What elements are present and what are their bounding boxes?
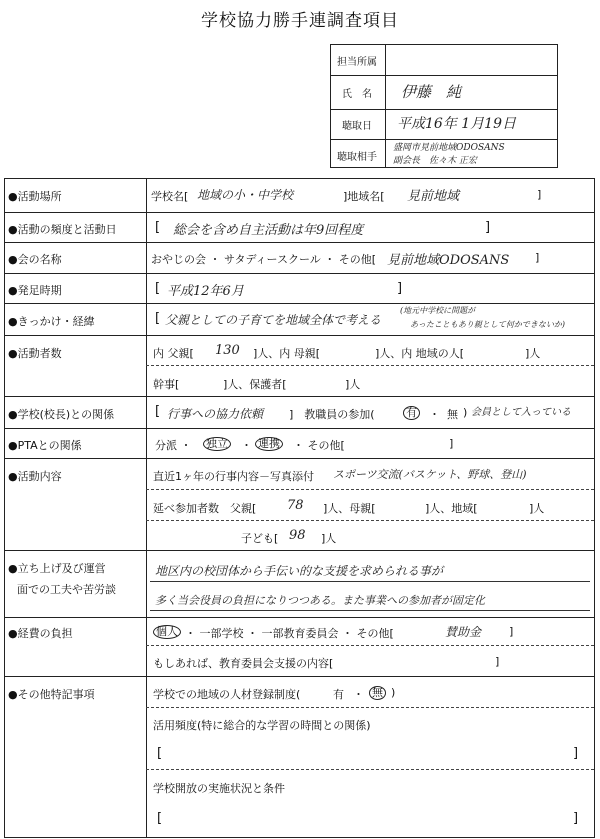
talent-registry-label: 学校での地域の人材登録制度( xyxy=(153,688,301,701)
club-name-value: 見前地域ODOSANS xyxy=(387,253,510,268)
survey-table xyxy=(4,178,595,838)
area-name-prefix: ]地域名[ xyxy=(343,190,385,203)
name-label: 氏 名 xyxy=(342,89,372,100)
usage-frequency-label: 活用頻度(特に総合的な学習の時間との関係) xyxy=(153,719,371,732)
talent-registry-yes: 有 xyxy=(333,688,344,701)
difficulty-text-2: 多く当会役員の負担になりつつある。また事業への参加者が固定化 xyxy=(155,594,485,607)
start-close: ] xyxy=(397,281,403,296)
pta-option-cooperation: 連携 xyxy=(255,437,283,451)
officers-prefix: 幹事[ xyxy=(153,378,180,391)
pta-option-other: ・ その他[ xyxy=(293,439,345,452)
frequency-open: [ xyxy=(155,220,161,235)
interviewee-value-1: 盛岡市見前地域ODOSANS xyxy=(393,143,505,153)
pta-close: ] xyxy=(449,437,454,450)
affiliation-label: 担当所属 xyxy=(337,57,377,68)
interview-info-box xyxy=(330,44,558,168)
participants-mothers-prefix: ]人、母親[ xyxy=(323,502,376,515)
talent-registry-sep: ・ xyxy=(353,688,364,701)
school-opening-label: 学校開放の実施状況と条件 xyxy=(153,782,285,795)
relation-note: 会員として入っている xyxy=(471,407,571,418)
cost-label: ●経費の負担 xyxy=(8,627,73,640)
members-label: ●活動者数 xyxy=(8,347,62,360)
talent-registry-close: ) xyxy=(391,686,396,699)
pta-sep: ・ xyxy=(241,439,252,452)
staff-no: 無 xyxy=(447,408,458,421)
other-label: ●その他特記事項 xyxy=(8,688,95,701)
motive-note-1: (地元中学校に問題が xyxy=(400,306,476,315)
cost-close: ] xyxy=(509,625,514,638)
events-value: スポーツ交流(バスケット、野球、登山) xyxy=(333,468,527,481)
events-label: 直近1ヶ年の行事内容－写真添付 xyxy=(153,470,314,483)
club-name-label: ●会の名称 xyxy=(8,253,62,266)
area-close-bracket: ] xyxy=(537,188,542,201)
interviewee-label: 聴取相手 xyxy=(337,152,377,163)
staff-yes: 有 xyxy=(403,406,420,420)
relation-label: ●学校(校長)との関係 xyxy=(8,408,115,421)
start-open: [ xyxy=(155,281,161,296)
fathers-prefix: 内 父親[ xyxy=(153,347,194,360)
start-value: 平成12年6月 xyxy=(167,284,244,299)
area-name-value: 見前地域 xyxy=(407,189,460,204)
participants-fathers: 78 xyxy=(287,498,304,513)
participants-children: 98 xyxy=(289,528,306,543)
participants-children-suffix: ]人 xyxy=(321,532,337,545)
school-opening-open: [ xyxy=(157,811,163,826)
page-title: 学校協力勝手連調査項目 xyxy=(201,11,399,31)
pta-option-faction: 分派 ・ xyxy=(155,439,192,452)
talent-registry-no: 無 xyxy=(369,686,386,700)
motive-label: ●きっかけ・経緯 xyxy=(8,315,95,328)
participants-children-prefix: 子ども[ xyxy=(241,532,279,545)
frequency-label: ●活動の頻度と活動日 xyxy=(8,223,117,236)
fathers-count: 130 xyxy=(215,343,240,358)
motive-note-2: あったこともあり親として何かできないか) xyxy=(410,320,566,329)
content-label: ●活動内容 xyxy=(8,470,62,483)
motive-open: [ xyxy=(155,311,161,326)
participants-fathers-prefix: 延べ参加者数 父親[ xyxy=(153,502,257,515)
board-support-label: もしあれば、教育委員会支援の内容[ xyxy=(153,657,334,670)
school-name-prefix: 学校名[ xyxy=(151,190,189,203)
relation-value: 行事への協力依頼 xyxy=(167,407,264,421)
usage-close: ] xyxy=(573,746,579,761)
frequency-close: ] xyxy=(485,220,491,235)
name-value: 伊藤 純 xyxy=(401,83,462,101)
pta-option-independent: 独立 xyxy=(203,437,231,451)
club-name-close: ] xyxy=(535,251,540,264)
board-support-close: ] xyxy=(495,655,500,668)
interviewee-value-2: 副会長 佐々木 正宏 xyxy=(393,156,477,166)
difficulty-text-1: 地区内の校団体から手伝い的な支援を求められる事が xyxy=(155,564,444,578)
cost-other-value: 賛助金 xyxy=(445,625,482,639)
cost-option-individual: 個人 xyxy=(153,625,181,639)
school-opening-close: ] xyxy=(573,811,579,826)
locals-suffix: ]人 xyxy=(525,347,541,360)
staff-participation-label: ] 教職員の参加( xyxy=(289,408,375,421)
date-value: 平成16年 1月19日 xyxy=(397,116,516,132)
difficulty-label-2: 面での工夫や苦労談 xyxy=(17,583,116,596)
difficulty-label-1: ●立ち上げ及び運営 xyxy=(8,562,106,575)
staff-sep: ・ xyxy=(429,408,440,421)
frequency-value: 総会を含め自主活動は年9回程度 xyxy=(173,223,364,238)
date-label: 聴取日 xyxy=(342,121,372,132)
mothers-prefix: ]人、内 母親[ xyxy=(253,347,321,360)
guardians-prefix: ]人、保護者[ xyxy=(223,378,287,391)
cost-options: ・ 一部学校 ・ 一部教育委員会 ・ その他[ xyxy=(185,627,394,640)
usage-open: [ xyxy=(157,746,163,761)
locals-prefix: ]人、内 地域の人[ xyxy=(375,347,465,360)
participants-locals-suffix: ]人 xyxy=(529,502,545,515)
school-name-value: 地域の小・中学校 xyxy=(197,188,294,202)
motive-value: 父親としての子育てを地域全体で考える xyxy=(165,313,382,327)
relation-open: [ xyxy=(155,404,161,419)
staff-close: ) xyxy=(463,406,468,419)
start-label: ●発足時期 xyxy=(8,284,62,297)
participants-locals-prefix: ]人、地域[ xyxy=(425,502,478,515)
location-label: ●活動場所 xyxy=(8,190,62,203)
pta-label: ●PTAとの関係 xyxy=(8,439,82,452)
club-name-options: おやじの会 ・ サタディースクール ・ その他[ xyxy=(151,253,377,266)
guardians-suffix: ]人 xyxy=(345,378,361,391)
